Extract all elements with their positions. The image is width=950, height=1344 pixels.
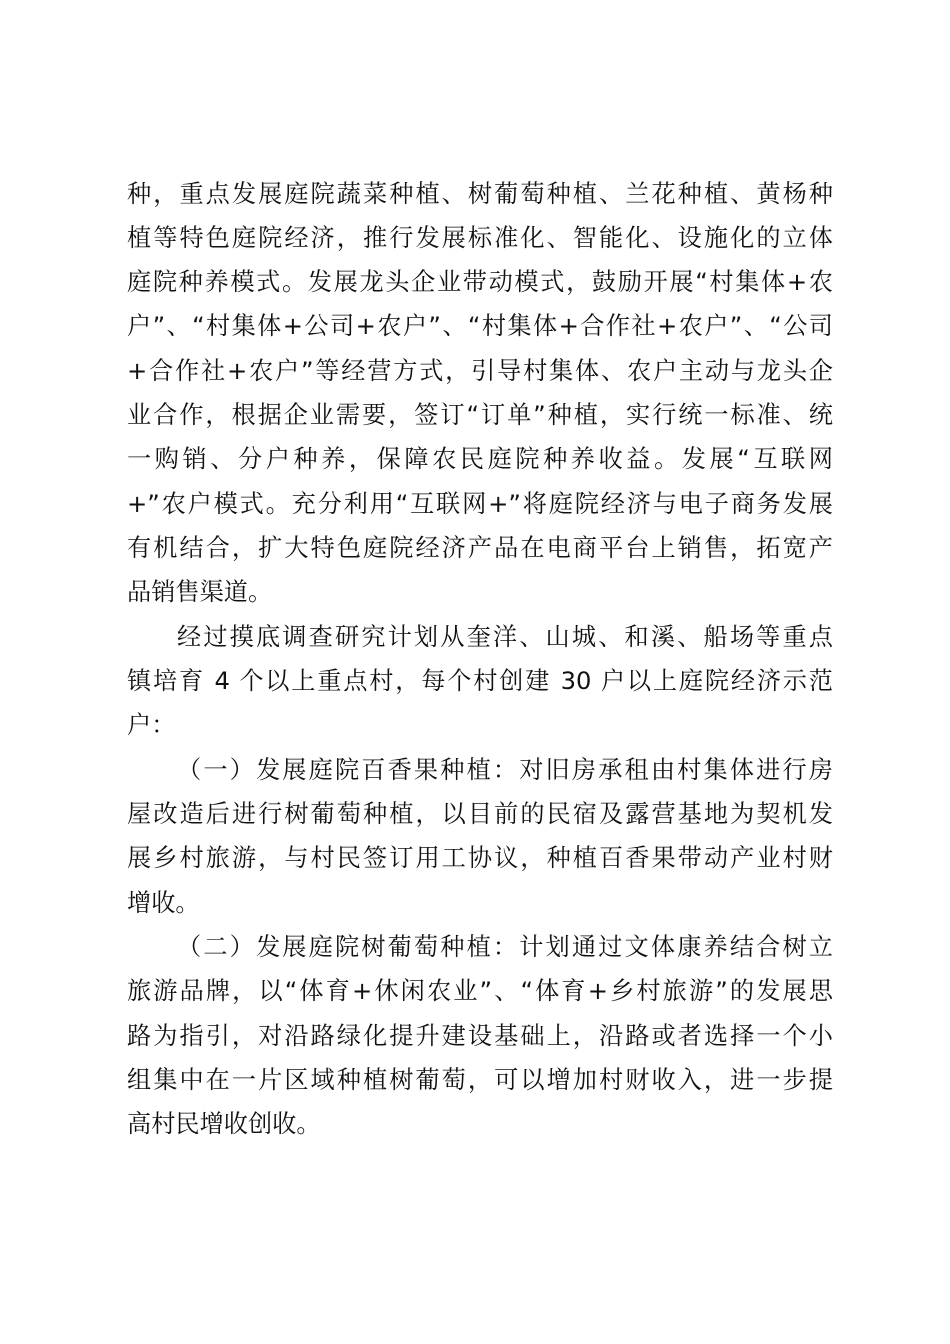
paragraph-line: 植等特色庭院经济，推行发展标准化、智能化、设施化的立体 <box>127 224 833 252</box>
paragraph-line: 业合作，根据企业需要，签订“订单”种植，实行统一标准、统 <box>127 401 833 429</box>
paragraph-line: 有机结合，扩大特色庭院经济产品在电商平台上销售，拓宽产 <box>127 534 833 562</box>
paragraph-line: 展乡村旅游，与村民签订用工协议，种植百香果带动产业村财 <box>127 844 833 872</box>
paragraph-line: +”农户模式。充分利用“互联网+”将庭院经济与电子商务发展 <box>127 490 833 518</box>
paragraph-line: 品销售渠道。 <box>127 578 273 606</box>
paragraph-line: 高村民增收创收。 <box>127 1110 321 1138</box>
paragraph-line: 组集中在一片区域种植树葡萄，可以增加村财收入，进一步提 <box>127 1066 833 1094</box>
paragraph-line: 路为指引，对沿路绿化提升建设基础上，沿路或者选择一个小 <box>127 1022 833 1050</box>
paragraph-line: 种，重点发展庭院蔬菜种植、树葡萄种植、兰花种植、黄杨种 <box>127 180 833 208</box>
paragraph-line: 一购销、分户种养，保障农民庭院种养收益。发展“互联网 <box>127 445 833 473</box>
paragraph-line: 户： <box>127 711 176 739</box>
paragraph-line: （一）发展庭院百香果种植：对旧房承租由村集体进行房 <box>177 756 833 784</box>
paragraph-line: 经过摸底调查研究计划从奎洋、山城、和溪、船场等重点 <box>177 623 833 651</box>
paragraph-line: 镇培育 4 个以上重点村，每个村创建 30 户以上庭院经济示范 <box>127 667 833 695</box>
paragraph-line: 屋改造后进行树葡萄种植，以目前的民宿及露营基地为契机发 <box>127 800 833 828</box>
paragraph-line: 户”、“村集体+公司+农户”、“村集体+合作社+农户”、“公司 <box>127 312 833 340</box>
paragraph-line: +合作社+农户”等经营方式，引导村集体、农户主动与龙头企 <box>127 357 833 385</box>
paragraph-line: 庭院种养模式。发展龙头企业带动模式，鼓励开展“村集体+农 <box>127 268 833 296</box>
paragraph-line: 增收。 <box>127 889 200 917</box>
paragraph-line: 旅游品牌，以“体育+休闲农业”、“体育+乡村旅游”的发展思 <box>127 977 833 1005</box>
paragraph-line: （二）发展庭院树葡萄种植：计划通过文体康养结合树立 <box>177 933 833 961</box>
